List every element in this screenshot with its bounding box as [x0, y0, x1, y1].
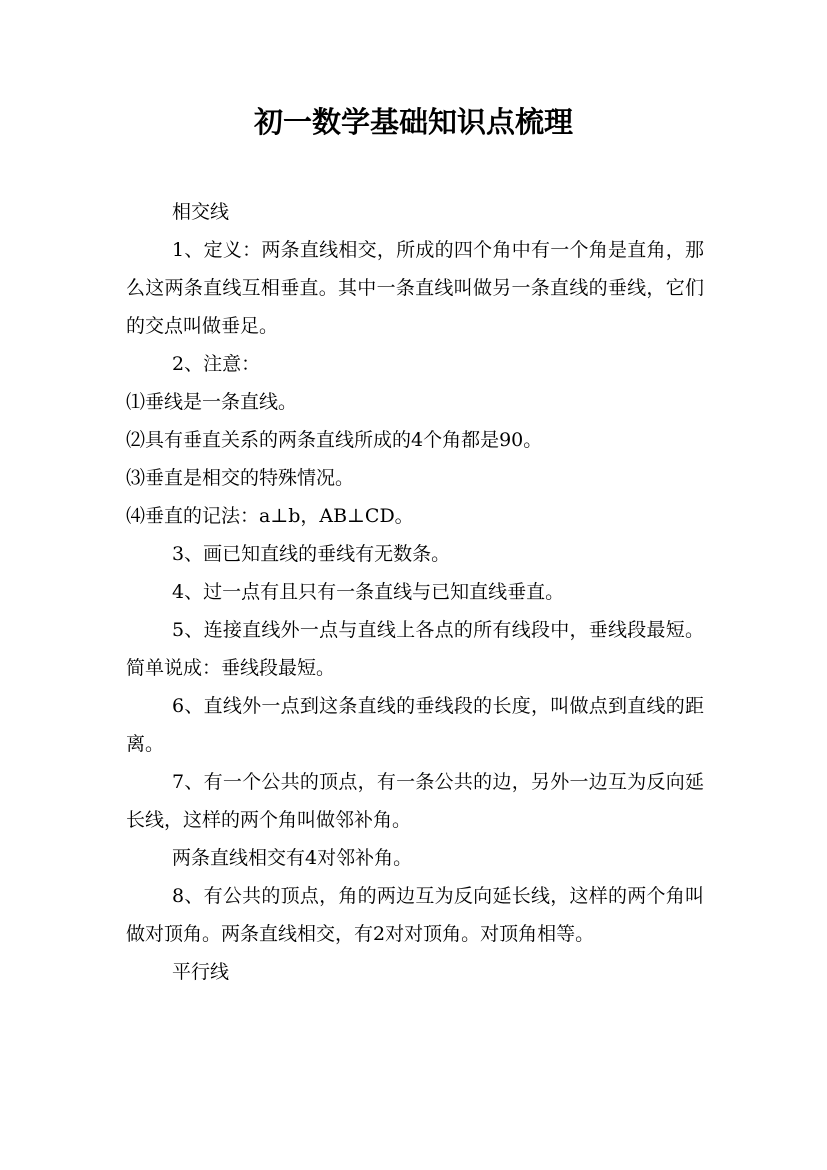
- paragraph: 3、画已知直线的垂线有无数条。: [172, 543, 451, 565]
- paragraph: 两条直线相交有4对邻补角。: [172, 847, 413, 869]
- paragraph: 1、定义：两条直线相交，所成的四个角中有一个角是直角，那么这两条直线互相垂直。其中一条直线叫做另一条直线的垂线，它们的交点叫做垂足。: [126, 239, 704, 337]
- document-body: [126, 193, 704, 991]
- section-heading: 平行线: [172, 961, 230, 983]
- paragraph: 4、过一点有且只有一条直线与已知直线垂直。: [172, 581, 565, 603]
- list-item: ⑵具有垂直关系的两条直线所成的4个角都是90。: [126, 429, 543, 451]
- paragraph: 5、连接直线外一点与直线上各点的所有线段中，垂线段最短。简单说成：垂线段最短。: [126, 619, 704, 679]
- paragraph: 6、直线外一点到这条直线的垂线段的长度，叫做点到直线的距离。: [126, 695, 704, 755]
- list-item: ⑷垂直的记法：a⊥b，AB⊥CD。: [126, 505, 414, 527]
- list-item: ⑶垂直是相交的特殊情况。: [126, 467, 355, 489]
- document-title: 初一数学基础知识点梳理: [253, 105, 573, 139]
- paragraph: 2、注意：: [172, 353, 261, 375]
- list-item: ⑴垂线是一条直线。: [126, 391, 298, 413]
- paragraph: 7、有一个公共的顶点，有一条公共的边，另外一边互为反向延长线，这样的两个角叫做邻补角。: [126, 771, 704, 831]
- paragraph: 8、有公共的顶点，角的两边互为反向延长线，这样的两个角叫做对顶角。两条直线相交，有2对对顶角。对顶角相等。: [126, 885, 704, 945]
- section-heading: 相交线: [172, 201, 230, 223]
